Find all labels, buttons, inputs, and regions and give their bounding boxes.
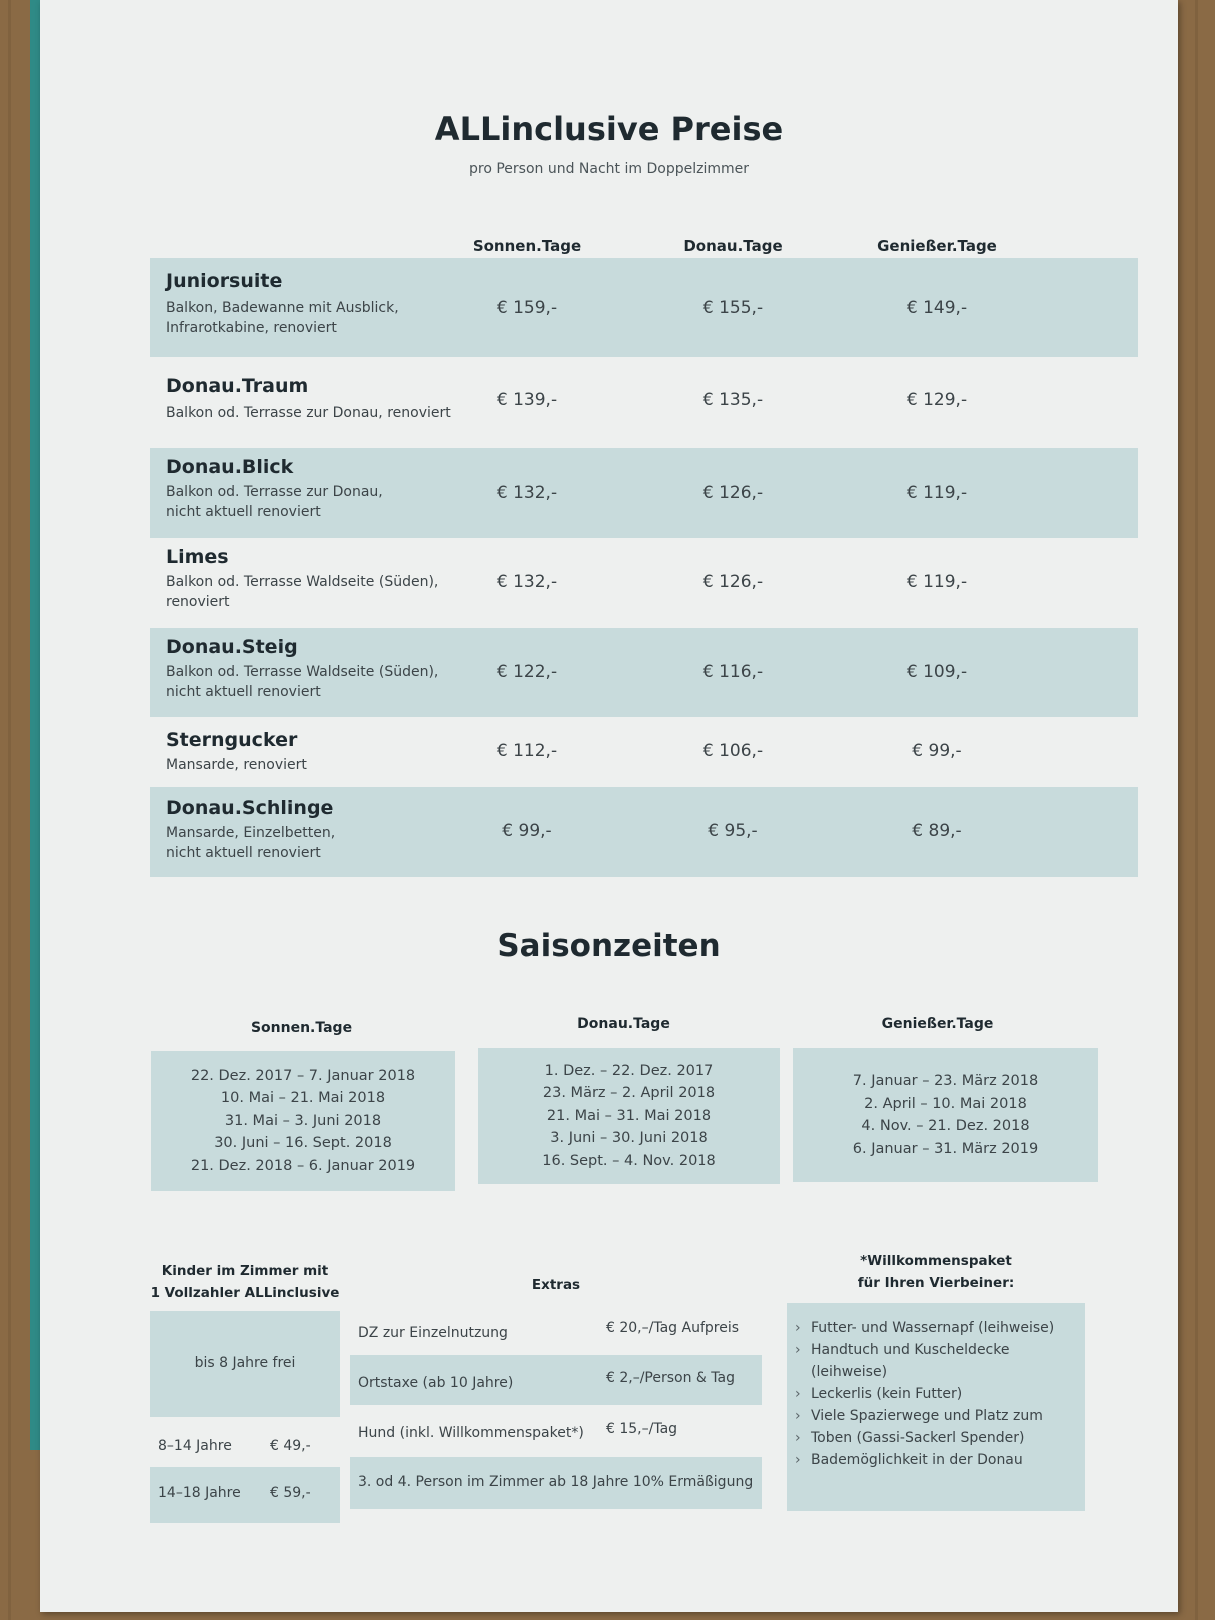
table-row [150,357,1138,448]
price-cell: € 119,- [906,572,968,592]
column-header: Donau.Tage [683,237,783,255]
season-heading: Genießer.Tage [881,1016,994,1032]
room-name: Donau.Traum [166,375,309,397]
extras-row: 3. od 4. Person im Zimmer ab 18 Jahre 10% Ermäßigung [350,1457,762,1509]
column-header: Genießer.Tage [877,237,997,255]
price-cell: € 119,- [906,483,968,503]
room-description: Balkon od. Terrasse zur Donau, renoviert [166,405,451,421]
room-description: Mansarde, renoviert [166,757,307,773]
season-dates: 7. Januar – 23. März 2018 2. April – 10. Mai 2018 4. Nov. – 21. Dez. 2018 6. Januar – 31. März 2019 [793,1048,1098,1182]
season-heading: Donau.Tage [577,1016,670,1032]
table-row [150,717,1138,787]
table-row [150,538,1138,628]
pet-heading: *Willkommenspaket für Ihren Vierbeiner: [857,1253,1015,1291]
price-cell: € 139,- [496,390,558,410]
price-cell: € 99,- [912,741,962,761]
price-cell: € 106,- [702,741,764,761]
table-row [150,448,1138,538]
list-item: › Viele Spazierwege und Platz zum [795,1405,1085,1427]
price-cell: € 95,- [708,821,758,841]
season-dates: 1. Dez. – 22. Dez. 2017 23. März – 2. April 2018 21. Mai – 31. Mai 2018 3. Juni – 30. Juni 2018 16. Sept. – 4. Nov. 2018 [478,1048,780,1184]
table-row [150,628,1138,717]
room-name: Limes [166,546,229,568]
kids-free-label: bis 8 Jahre frei [194,1355,296,1371]
room-name: Donau.Steig [166,636,298,658]
price-cell: € 149,- [906,298,968,318]
price-sheet [40,0,1178,1612]
table-row [150,258,1138,357]
price-cell: € 122,- [496,662,558,682]
price-cell: € 129,- [906,390,968,410]
list-item: › Handtuch und Kuscheldecke (leihweise) [795,1339,1085,1383]
price-cell: € 126,- [702,483,764,503]
price-cell: € 132,- [496,572,558,592]
extras-row: Ortstaxe (ab 10 Jahre) € 2,–/Person & Tag [350,1355,762,1405]
price-cell: € 89,- [912,821,962,841]
list-item: › Toben (Gassi-Sackerl Spender) [795,1427,1085,1449]
price-cell: € 109,- [906,662,968,682]
extras-row: DZ zur Einzelnutzung € 20,–/Tag Aufpreis [358,1320,739,1341]
room-description: Balkon od. Terrasse Waldseite (Süden), nicht aktuell renoviert [166,664,439,700]
wood-grain [1195,0,1198,1620]
list-item: › Bademöglichkeit in der Donau [795,1449,1085,1471]
column-header: Sonnen.Tage [472,237,582,255]
season-dates: 22. Dez. 2017 – 7. Januar 2018 10. Mai – 21. Mai 2018 31. Mai – 3. Juni 2018 30. Juni – 16. Sept. 2018 21. Dez. 2018 – 6. Januar 2019 [151,1051,455,1191]
kids-tier: 8–14 Jahre € 49,- [158,1438,311,1454]
pet-package-box [787,1303,1085,1511]
list-item: › Futter- und Wassernapf (leihweise) [795,1317,1085,1339]
list-item: › Leckerlis (kein Futter) [795,1383,1085,1405]
price-cell: € 155,- [702,298,764,318]
room-name: Juniorsuite [166,270,283,292]
room-name: Sterngucker [166,729,298,751]
kids-free-box [150,1311,340,1417]
price-cell: € 159,- [496,298,558,318]
table-row [150,787,1138,877]
price-cell: € 116,- [702,662,764,682]
price-cell: € 126,- [702,572,764,592]
price-cell: € 135,- [702,390,764,410]
kids-heading: Kinder im Zimmer mit 1 Vollzahler ALLinclusive [150,1263,340,1301]
page-title: ALLinclusive Preise [434,110,784,148]
room-name: Donau.Blick [166,456,294,478]
price-cell: € 112,- [496,741,558,761]
room-description: Mansarde, Einzelbetten, nicht aktuell renoviert [166,825,336,861]
room-name: Donau.Schlinge [166,797,334,819]
section-title: Saisonzeiten [497,928,721,964]
room-description: Balkon, Badewanne mit Ausblick, Infrarotkabine, renoviert [166,300,399,336]
page-subtitle: pro Person und Nacht im Doppelzimmer [469,161,749,177]
wood-grain [8,0,11,1620]
extras-row: Hund (inkl. Willkommenspaket*) € 15,–/Tag [358,1421,678,1441]
price-cell: € 132,- [496,483,558,503]
room-description: Balkon od. Terrasse zur Donau, nicht aktuell renoviert [166,484,383,520]
season-heading: Sonnen.Tage [250,1020,353,1036]
extras-heading: Extras [531,1277,581,1293]
price-cell: € 99,- [502,821,552,841]
room-description: Balkon od. Terrasse Waldseite (Süden), renoviert [166,574,439,610]
kids-tier: 14–18 Jahre € 59,- [150,1467,340,1523]
